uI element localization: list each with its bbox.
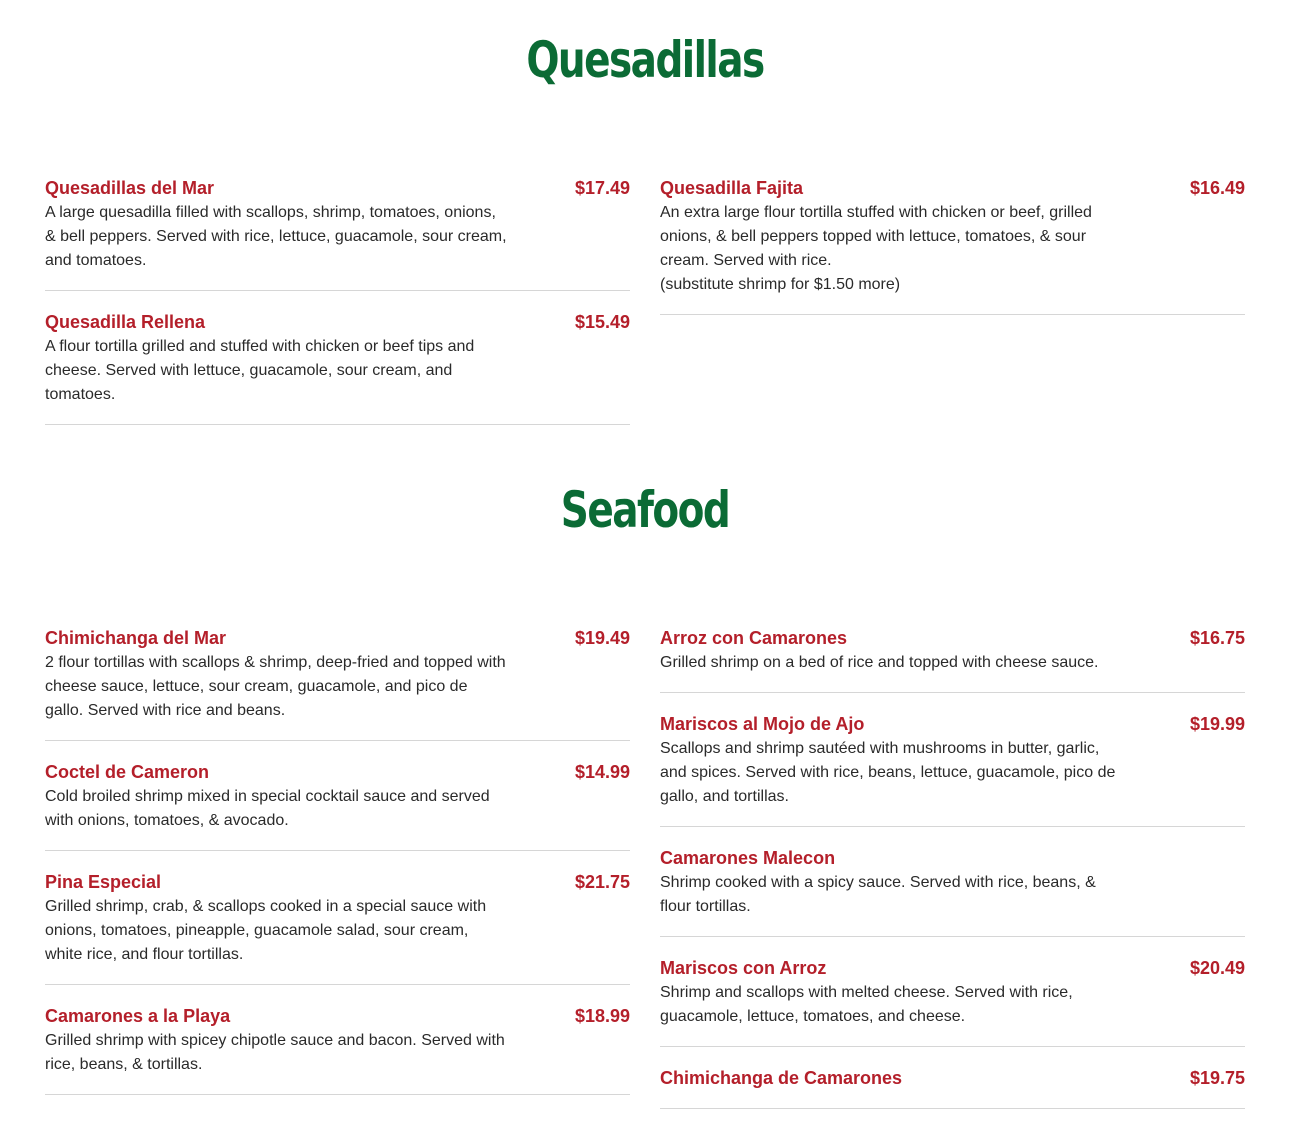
item-description: 2 flour tortillas with scallops & shrimp, deep-fried and topped with cheese sauce, lettuce, sour cream, guacamole, and pico de gallo. Served with rice and beans. [45, 654, 506, 719]
item-description: A flour tortilla grilled and stuffed with chicken or beef tips and cheese. Served with lettuce, guacamole, sour cream, and tomatoes. [45, 338, 475, 403]
item-description: An extra large flour tortilla stuffed with chicken or beef, grilled onions, & bell peppers topped with lettuce, tomatoes, & sour cream. Served with rice. [660, 204, 1092, 269]
seafood-left-column [45, 625, 630, 1113]
item-price: $19.49 [574, 628, 630, 648]
section-title-seafood: Seafood [560, 481, 730, 539]
menu-item [45, 309, 630, 425]
menu-item [660, 845, 1245, 937]
item-price: $19.75 [1189, 1068, 1245, 1088]
item-description: Cold broiled shrimp mixed in special cocktail sauce and served with onions, tomatoes, & avocado. [45, 788, 490, 829]
item-description: Grilled shrimp on a bed of rice and topped with cheese sauce. [660, 654, 1099, 671]
item-name: Quesadillas del Mar [45, 178, 215, 198]
item-description: Shrimp cooked with a spicy sauce. Served with rice, beans, & flour tortillas. [660, 874, 1096, 915]
quesadillas-left-column [45, 175, 630, 443]
item-price: $20.49 [1189, 958, 1245, 978]
item-description: Grilled shrimp, crab, & scallops cooked in a special sauce with onions, tomatoes, pineapple, guacamole salad, sour cream, white rice, and flour tortillas. [45, 898, 487, 963]
menu-item [45, 869, 630, 985]
menu-item [660, 711, 1245, 827]
item-name: Quesadilla Fajita [660, 178, 804, 198]
item-price: $15.49 [574, 312, 630, 332]
item-name: Arroz con Camarones [660, 628, 848, 648]
item-name: Chimichanga del Mar [45, 628, 227, 648]
item-name: Mariscos con Arroz [660, 958, 827, 978]
menu-item [45, 1003, 630, 1095]
item-name: Camarones Malecon [660, 848, 836, 868]
item-description: Scallops and shrimp sautéed with mushrooms in butter, garlic, and spices. Served with rice, beans, lettuce, guacamole, pico de gallo, and tortillas. [660, 740, 1116, 805]
menu-item [660, 955, 1245, 1047]
item-price: $18.99 [574, 1006, 630, 1026]
menu-item [660, 625, 1245, 693]
menu-item [45, 759, 630, 851]
item-price: $21.75 [574, 872, 630, 892]
item-name: Pina Especial [45, 872, 162, 892]
item-description: Grilled shrimp with spicey chipotle sauce and bacon. Served with rice, beans, & tortillas. [45, 1032, 505, 1073]
menu-item [45, 625, 630, 741]
item-name: Camarones a la Playa [45, 1006, 231, 1026]
section-title-quesadillas: Quesadillas [526, 31, 764, 89]
item-price: $14.99 [574, 762, 630, 782]
item-name: Mariscos al Mojo de Ajo [660, 714, 865, 734]
item-name: Coctel de Cameron [45, 762, 210, 782]
item-name: Quesadilla Rellena [45, 312, 206, 332]
item-description: Shrimp and scallops with melted cheese. Served with rice, guacamole, lettuce, tomatoes, and cheese. [660, 984, 1073, 1025]
menu-item [660, 1065, 1245, 1109]
item-name: Chimichanga de Camarones [660, 1068, 903, 1088]
quesadillas-right-column [660, 175, 1245, 333]
seafood-right-column [660, 625, 1245, 1127]
item-price: $16.75 [1189, 628, 1245, 648]
item-price: $19.99 [1189, 714, 1245, 734]
menu-item [660, 175, 1245, 315]
item-price: $16.49 [1189, 178, 1245, 198]
item-note: (substitute shrimp for $1.50 more) [660, 276, 901, 293]
item-price: $17.49 [574, 178, 630, 198]
menu-item [45, 175, 630, 291]
item-description: A large quesadilla filled with scallops, shrimp, tomatoes, onions, & bell peppers. Served with rice, lettuce, guacamole, sour cream, and tomatoes. [45, 204, 507, 269]
